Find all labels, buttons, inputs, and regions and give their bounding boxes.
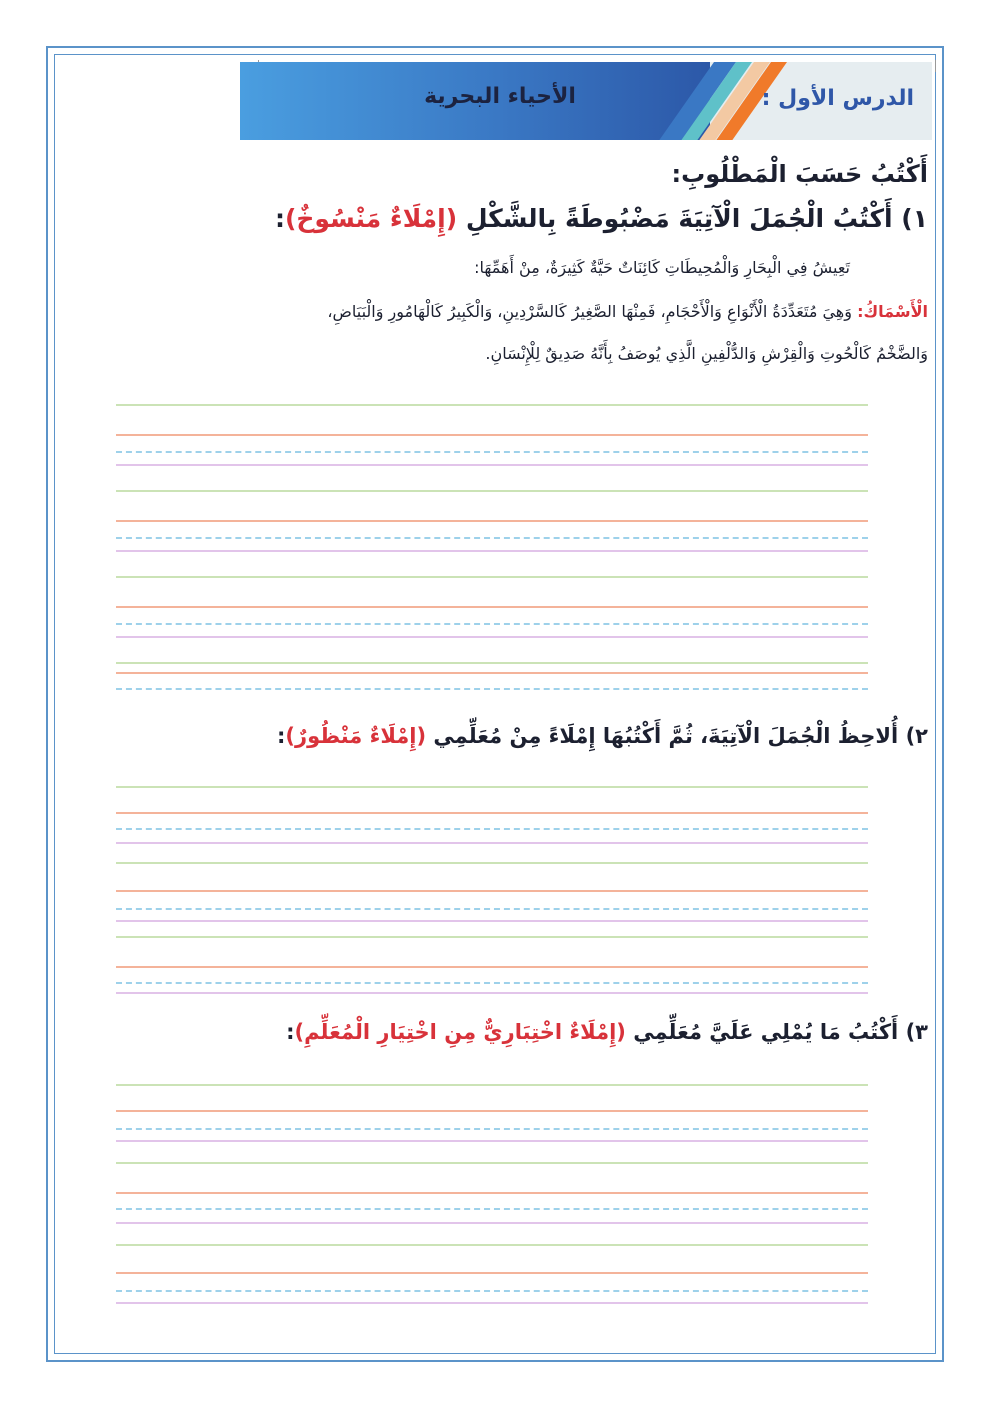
writing-line — [116, 908, 868, 910]
question-3-tag: (إِمْلَاءٌ اخْتِبَارِيٌّ مِنِ اخْتِيَارِ الْمُعَلِّمِ) — [294, 1020, 626, 1044]
writing-line — [116, 1162, 868, 1164]
writing-line — [116, 688, 868, 690]
passage-keyword: الْأَسْمَاكُ: — [857, 302, 928, 321]
writing-line — [116, 636, 868, 638]
question-1-text: ١) أَكْتُبُ الْجُمَلَ الْآتِيَةَ مَضْبُوطَةً بِالشَّكْلِ — [457, 204, 928, 233]
question-1 — [275, 204, 928, 233]
writing-line — [116, 451, 868, 453]
writing-line — [116, 966, 868, 968]
passage-line-3: وَالضَّخْمُ كَالْحُوتِ وَالْقِرْشِ وَالدُّلْفِينِ الَّذِي يُوصَفُ بِأَنَّهُ صَدِيقٌ لِلْإِنْسَانِ. — [485, 344, 928, 363]
writing-line — [116, 1192, 868, 1194]
writing-line — [116, 1128, 868, 1130]
writing-line — [116, 576, 868, 578]
writing-line — [116, 537, 868, 539]
writing-line — [116, 786, 868, 788]
instructions-heading: أَكْتُبُ حَسَبَ الْمَطْلُوبِ: — [671, 160, 928, 188]
writing-line — [116, 920, 868, 922]
question-1-tag: (إِمْلَاءٌ مَنْسُوخٌ) — [284, 204, 458, 233]
writing-line — [116, 982, 868, 984]
writing-line — [116, 828, 868, 830]
writing-line — [116, 1208, 868, 1210]
writing-line — [116, 520, 868, 522]
crop-mark — [935, 60, 936, 72]
writing-line — [116, 936, 868, 938]
question-2 — [277, 724, 928, 748]
writing-line — [116, 1084, 868, 1086]
writing-line — [116, 890, 868, 892]
writing-line — [116, 404, 868, 406]
writing-line — [116, 1140, 868, 1142]
writing-line — [116, 1290, 868, 1292]
writing-line — [116, 662, 868, 664]
question-3 — [286, 1020, 928, 1044]
header-banner — [240, 62, 932, 140]
writing-line — [116, 992, 868, 994]
writing-line — [116, 1222, 868, 1224]
writing-line — [116, 550, 868, 552]
question-3-text: ٣) أَكْتُبُ مَا يُمْلِي عَلَيَّ مُعَلِّمِي — [625, 1020, 928, 1044]
writing-line — [116, 623, 868, 625]
writing-line — [116, 1244, 868, 1246]
writing-line — [116, 862, 868, 864]
question-3-colon: : — [286, 1020, 295, 1044]
passage-line-2-text: وَهِيَ مُتَعَدِّدَةُ الْأَنْوَاعِ وَالْأَحْجَامِ، فَمِنْهَا الصَّغِيرُ كَالسَّرْدِينِ، وَالْكَبِيرُ كَالْهَامُورِ وَالْبَيَاضِ، — [327, 302, 858, 321]
writing-line — [116, 464, 868, 466]
writing-line — [116, 1302, 868, 1304]
question-2-tag: (إِمْلَاءٌ مَنْظُورٌ) — [285, 724, 427, 748]
writing-line — [116, 812, 868, 814]
writing-line — [116, 1110, 868, 1112]
writing-line — [116, 672, 868, 674]
question-2-text: ٢) أُلاحِظُ الْجُمَلَ الْآتِيَةَ، ثُمَّ أَكْتُبُهَا إِمْلَاءً مِنْ مُعَلِّمِي — [426, 724, 928, 748]
writing-line — [116, 606, 868, 608]
question-2-colon: : — [276, 724, 286, 748]
writing-line — [116, 1272, 868, 1274]
writing-line — [116, 842, 868, 844]
passage-line-2 — [327, 302, 928, 321]
lesson-title: الأحياء البحرية — [424, 84, 576, 109]
writing-line — [116, 434, 868, 436]
writing-line — [116, 490, 868, 492]
lesson-label: الدرس الأول : — [761, 86, 914, 111]
passage-line-1: تَعِيشُ فِي الْبِحَارِ وَالْمُحِيطَاتِ كَائِنَاتٌ حَيَّةٌ كَثِيرَةٌ، مِنْ أَهَمِّهَا: — [474, 258, 850, 277]
page-border-inner — [54, 54, 936, 1354]
question-1-colon: : — [274, 204, 285, 233]
